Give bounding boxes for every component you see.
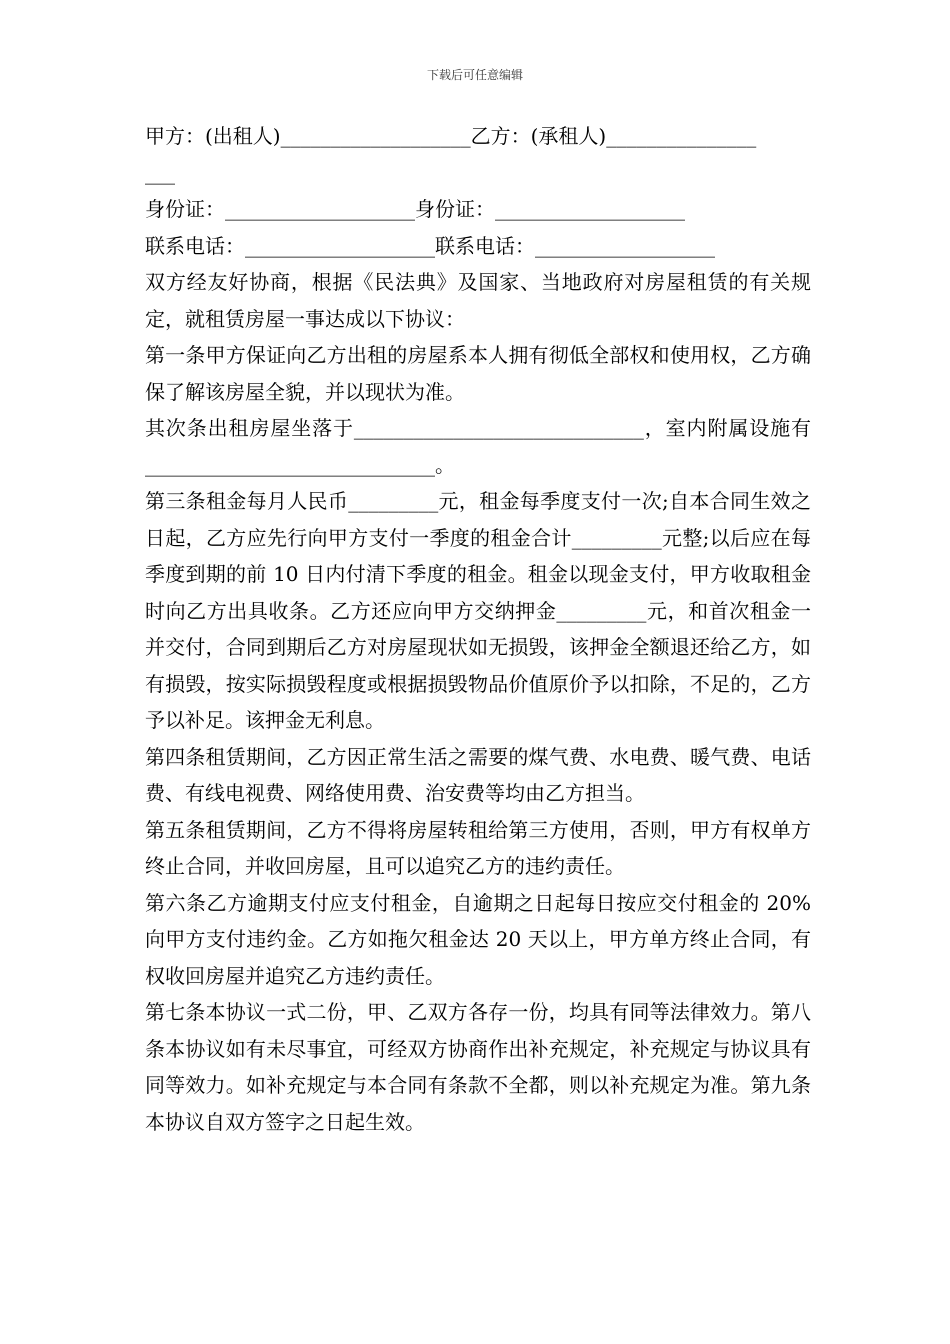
contract-body bbox=[145, 118, 811, 1140]
paragraph-article-6: 第六条乙方逾期支付应支付租金，自逾期之日起每日按应交付租金的 20%向甲方支付违约金。乙方如拖欠租金达 20 天以上，甲方单方终止合同，有权收回房屋并追究乙方违约责任。 bbox=[145, 890, 811, 988]
header-note: 下载后可任意编辑 bbox=[426, 68, 523, 82]
paragraph-article-1: 第一条甲方保证向乙方出租的房屋系本人拥有彻低全部权和使用权，乙方确保了解该房屋全貌，并以现状为准。 bbox=[145, 343, 811, 404]
party-line-id-card: 身份证：___________________身份证：___________________ bbox=[145, 197, 685, 221]
party-line-continuation: ___ bbox=[145, 160, 175, 185]
paragraph-article-7-9: 第七条本协议一式二份，甲、乙双方各存一份，均具有同等法律效力。第八条本协议如有未尽事宜，可经双方协商作出补充规定，补充规定与协议具有同等效力。如补充规定与本合同有条款不全都，则以补充规定为准。第九条本协议自双方签字之日起生效。 bbox=[145, 1000, 811, 1134]
paragraph-article-5: 第五条租赁期间，乙方不得将房屋转租给第三方使用，否则，甲方有权单方终止合同，并收回房屋，且可以追究乙方的违约责任。 bbox=[145, 817, 811, 878]
party-line-landlord-tenant: 甲方：(出租人)___________________乙方：(承租人)_______________ bbox=[145, 124, 757, 148]
paragraph-article-2: 其次条出租房屋坐落于_____________________________，室内附属设施有_____________________________。 bbox=[145, 416, 811, 477]
paragraph-preamble: 双方经友好协商，根据《民法典》及国家、当地政府对房屋租赁的有关规定，就租赁房屋一事达成以下协议： bbox=[145, 270, 811, 331]
party-line-phone: 联系电话：___________________联系电话：__________________ bbox=[145, 233, 715, 258]
paragraph-article-3: 第三条租金每月人民币_________元，租金每季度支付一次;自本合同生效之日起，乙方应先行向甲方支付一季度的租金合计_________元整;以后应在每季度到期的前 10 日内付清下季度的租金。租金以现金支付，甲方收取租金时向乙方出具收条。乙方还应向甲方交纳押金_________元，和首次租金一并交付，合同到期后乙方对房屋现状如无损毁，该押金全额退还给乙方，如有损毁，按实际损毁程度或根据损毁物品价值原价予以扣除，不足的，乙方予以补足。该押金无利息。 bbox=[145, 489, 811, 732]
paragraph-article-4: 第四条租赁期间，乙方因正常生活之需要的煤气费、水电费、暖气费、电话费、有线电视费、网络使用费、治安费等均由乙方担当。 bbox=[145, 744, 811, 805]
